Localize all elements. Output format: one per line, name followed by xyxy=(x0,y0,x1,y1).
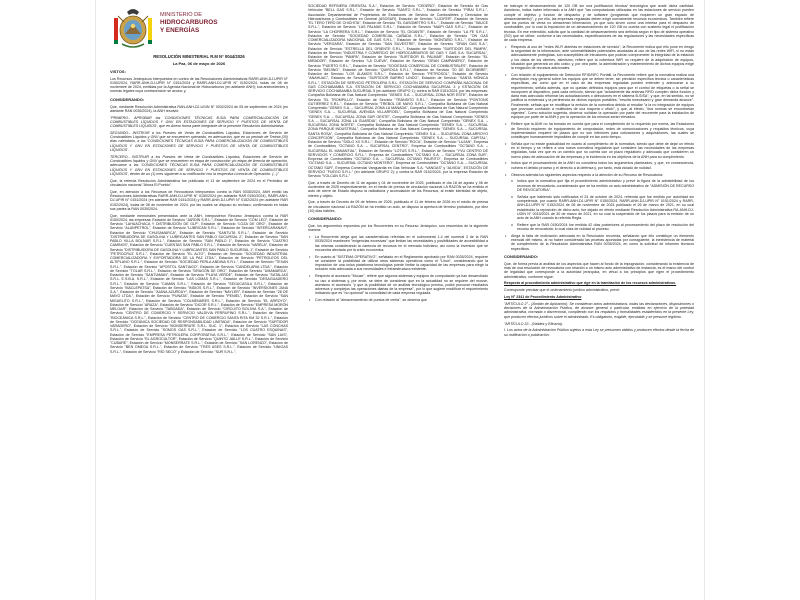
column-2-body xyxy=(308,4,488,302)
section-heading: CONSIDERANDO: xyxy=(110,96,145,102)
column-3-body xyxy=(504,4,694,337)
bullet-item: • En cuanto al "SISTEMA OPERATIVO", señalado en el Reglamento aprobado por RAN 0035/2024, requiere se considere la posibilidad de utilizar otros sistemas operativos como el "Linux", considerando que la imposición de una única plataforma tecnológica puede limitar la capacidad de las empresas para elegir la solución más adecuada a sus necesidades e infraestructura existente. xyxy=(308,255,488,272)
resolution-title: RESOLUCIÓN MINISTERIAL R.M N° 0044/2026 xyxy=(153,54,245,59)
bullet-item: • Señala que no existe gradualidad en cuanto al cumplimiento de la normativa, siendo que debe de dejar un efecto en el tiempo y se refiere a una nueva normativa regulatoria que considere las necesidades de las empresas reguladas, toda vez que es un cambio que no cuenta con un plazo regulatorio y adecuado que consideren un nuevo plazo de adecuación de las empresas y la incidencia en los objetivos de la ANH para su cumplimiento. xyxy=(504,142,694,159)
resolution-date: La Paz, 06 de mayo de 2026 xyxy=(172,60,226,66)
bullet-item: • Indica que el procesamiento de la ANH no considera todos los argumentos planteados, y que, en consecuencia, vulnera el debido proceso y el derecho a la defensa y, por tanto, está viciado de nulidad. xyxy=(504,161,694,170)
section-heading: CONSIDERANDO: xyxy=(308,216,343,222)
ministry-line1: MINISTERIO DE xyxy=(160,12,202,18)
quoted-paragraph: "ARTÍCULO 2°.- (Ámbito de Aplicación). Se consideran actos administrativos, todas las declaraciones, disposiciones o decisiones de la Administración Pública, de alcance general o particular, emitidas en ejercicio de la potestad administrativa, normada o discrecional, cumpliendo con los requisitos y formalidades establecidos en la presente Ley, que producen efectos jurídicos sobre el administrado. Es obligatorio, exigible, ejecutable y se presume legítimo. xyxy=(504,301,694,319)
quoted-paragraph: I. Los actos de la Administración Pública sujetos a esta Ley se presumen válidos y producen efectos desde la fecha de su notificación o publicación. xyxy=(504,328,694,337)
paragraph: Que, mediante memoriales presentados ante la ANH, interpusieron Recurso Jerárquico contra la RAR 0150/2024, las empresas: Estación de Servicio "JARDÍN S.R.L.", Estación de Servicio "COM LEO", Estación de Servicio "LAHUACHACA Y DISTRIBUCIÓN DE GLP", Estación de Servicio "LOZA DE ORO", Estación de Servicio "ALANPETROL", Estación de Servicio "LUBRICAN S.R.L.", Estación de Servicio "INTERCARANAVI", Estación de Servicio "CHUSAMARCA", Estación de Servicio "SANTUTA S.R.L.", Estación de Servicio "DISTRIBUIDORA DE GASOLINA Y LUBRICANTES SAN PABLO SUCURSAL 2", Estación de Servicio "SAN PABLO VILLA BOLIVAR S.R.L.", Estación de Servicio "SAN PABLO 1", Estación de Servicio "CUATRO CAMINOS", Estación de Servicio "CUENTAS SAN PABLO S.R.L.", Estación de Servicio "VARELA", Estación de Servicio "DISTRIBUIDORA DE GASOLINA Y LUBRICANTES SAN PABLO SUCURSAL 1", Estación de Servicio "PETROCRUZ S.R.L.", Estación de Servicio "EL ALTO", Estación de Servicio "SOCIEDAD INDUSTRIAL COMERCIALIZADORA Y EXPORTADORA DE LA PAZ LTDA.", Estación de Servicio "PETROLEOS DEL ALTIPLANO S.R.L.", Estación de Servicio "SOCIEDAD FERLA ANDINA S.R.L.", Estación de Servicio "TEXAN S.R.L.", Estación de Servicio "APOSTOL SANTIAGO", Estación de Servicio "CANDELARIA LTDA.", Estación de Servicio "TOLAR S.R.L.", Estación de Servicio "DRAGÓN DE ORO", Estación de Servicio "UMAMARCA", Estación de Servicio "SANTIAMAN", Estación de Servicio "PLAYA VERDE", Estación de Servicio "SATALJAS S.R.L. E.S.B.A. S.R.L.", Estación de Servicio "LAS LOMAS S.R.L.", Estación de Servicio "DESAGUADERO S.R.L.", Estación de Servicio "CAMAN S.R.L.", Estación de Servicio "SEGUCASILA S.R.L.", Estación de Servicio "MACLEPATSA", Estación de Servicio "INDIOS S.R.L.", Estación de Servicio "INVERSIONES JANA S.A.", Estación de Servicio "JUANA AZURDUY", Estación de Servicio "NAYLER", Estación de Servicio "28 DE MAYO LTDA.", Estación de Servicio "PUNATA", Estación de Servicio "PENIEL", Estación de Servicio "SAN MIGUELITO S.R.L.", Estación de Servicio "COLMENARES S.R.L.", Estación de Servicio "EL ARROYO", Estación de Servicio "ARAZA", Estación de Servicio "DICOR S.R.L.", Estación de Servicio "EMPRESA MORÓN MELGAR", Estación de Servicio "TABOADA", Estación de Servicio "CIRCUITO BOLIVIA S.A.", Estación de Servicio "CENTRO DE COMERCIO Y SERVICIO VALDIVIA FERRUFINO S.R.L.", Estación de Servicio "BIOCEÁNICA S.R.L.", Estación de Servicio "CENTRO DE COMERCIO SANTA RITA KM 32 S.R.L.", Estación de Servicio "OCEÁNICA SOCIEDAD DE RESPONSABILIDAD LIMITADA", Estación de Servicio "SURTIDOR VARADERO", Estación de Servicio "MONSERRATE S.R.L. SUC. 1", Estación de Servicio "LAS CONCHAS S.R.L.", Estación de Servicio "SOMOS GAS S.R.L.", Estación de Servicio "LOS CUATRO ESQUINAS", Estación de Servicio "EMPRESA PETROLERA CORPORATIVA S.R.L.", Estación de Servicio "SAN LUIS", Estación de Servicio "EL AGROCULTOR", Estación de Servicio "QUINTO JAILLE S.R.L.", Estación de Servicio "CUBARE", Estación de Servicio "MONSERRATE S.R.L.", Estación de Servicio "SAN LORENZO", Estación de Servicio "BEN OMEGA S.R.L.", Estación de Servicio "TRES ASES S.R.L.", Estación de Servicio "UNIGAS S.R.L.", Estación de Servicio "RÍO SECO" y Estación de Servicio "SUR S.R.L.", xyxy=(110,213,288,354)
paragraph: Que, los argumentos expuestos por los Recurrentes en su Recurso Jerárquico, son resumidos de la siguiente manera: xyxy=(308,224,488,233)
ministry-name xyxy=(160,12,300,34)
column-2 xyxy=(308,4,488,592)
paragraph: Los Recursos Jerárquicos interpuestos en contra de las Resoluciones Administrativas RARR-ANH-DJ-UPIR N° 0150/2024, RARR-ANH-DJ-UPIR N° 0151/2024 y RARR-ANH-DJ-UPIR N° 0152/2024, todas de 08 de noviembre de 2024, emitidas por la Agencia Nacional de Hidrocarburos (en adelante ANH); sus antecedentes y normas legales cuya contravención se acusa; y, xyxy=(110,76,288,94)
sub-bullet-item: o Refiere que la RAR 0150/2024 fue emitida 42 días posteriores al procesamiento del plazo de resolución del recurso de revocatoria, lo cual vicia de nulidad al proceso. xyxy=(504,223,694,232)
ministry-line3: Y ENERGÍAS xyxy=(160,26,200,34)
column-3 xyxy=(504,4,694,592)
bullet-item: • La Recurrente alega que las características referidas en el subnumeral 1.4 del numeral 3 de la RAN 0035/2024 mantienen "exigencias excesivas" que limitan las necesidades y posibilidades de accesibilidad a las mismas considerando la carencia de recursos en el mercado boliviano, así como la inversión que se encuentra afectada por la crisis económica. xyxy=(308,235,488,252)
bullet-item: • Con relación al "almacenamiento de puntos de venta", se observa que xyxy=(308,298,488,302)
sub-bullet-item: o Señala que habiendo sido notificados el 24 de octubre de 2024, refrenda que fue emitido por autoridad sin competencia, por cuanto RARR-ANH-DJ-UPIR N° 0150/2024, RARR-ANH-DJ-UPIR N° 0151/2024 y RARR-ANH-DJ-UPIR N° 0152/2024 de 08 de noviembre de 2024 publicado el 26 de marzo de 2021, en su cual establecido la reposición de dicho acto, fue dejado en efecto mediante Resolución Administrativa RA-ANH-DJ-UGIN N° 0015/2021 de 30 de marzo de 2021, en su cual la suspensión de los plazos para la emisión de un acto de la ANH cuando la referida Regla. xyxy=(504,195,694,221)
paragraph: Que, mediante Resolución Administrativa RAN-ANH-DJ-UGIN N° 0032/2024 de 05 de septiembre de 2024 (en adelante RAN 0035/2024), la ANH resolvió: xyxy=(110,104,288,113)
bullet-item: • Respecto al uso de "redes Wi-Fi abiertas en estaciones de servicio", la Recurrente indica que ello pone en riesgo la seguridad de la información, ante vulnerabilidades potenciales asociadas al uso de las redes WiFi, si no están adecuadamente protegidas, son susceptibles de intrusiones que podrían comprometer la integridad de la estación y los datos de los clientes, asimismo, refiere que la cobertura WiFi no requiere de la adquisición de equipos, situación que generará un alto costo; y, por otra parte, la administración y mantenimiento de dichos equipos exige la erogación de recursos adicionales. xyxy=(504,45,694,71)
paragraph: Que, a través de Decreto de 11 de agosto y 04 de noviembre de 2025, publicado el día 18 de agosto y 06 de noviembre de 2025 respectivamente, en el medio de prensa de circulación nacional LA RAZÓN se ha emitido el auto de cierre de Estado dispuso la radicatoria y acumulación de los Recursos, al existir identidad de objeto, interés y objeto. xyxy=(308,180,488,198)
bullet-item: • Respecto al accesorio "Mouse", refiere que algunos sistemas y equipos de computación ya han desarrollado su uso a sistemas y, por ende, se debe de considerar que en la actualidad no se requiere del mouse, asimismo el accesorio "y que la posibilidad de un análisis tecnológico preciso, podrá provocar resultados adversos y complejos las operaciones diarias de la empresa", por lo que sugiere modificar el requerimiento indicando que es "no opcional" la comodidad de cada empresa regulada. xyxy=(308,274,488,295)
bullet-item: • Refiere que la ANH no ha tomado en cuenta que para el cumplimiento de lo requerido por norma, las Estaciones de Servicio requieren de equipamiento de computación, redes de comunicaciones y requisitos técnicos, cuya implementación requiere de plazos que no son inferiores para cotizaciones y adquisiciones, las cuales se constituyen humanamente imposibles de cumplir en tan corto tiempo. xyxy=(504,122,694,139)
paragraph: se instruya el almacenamiento de 120 GB sin una justificación técnica/ tecnológica que avale dicha cantidad. Asimismo, indica haber informado a la ANH que "las computadoras utilizadas en las estaciones de servicio pueden cumplir el objetivo y función de despacho y de software (programas que requieren un gran espacio de almacenamiento)", y por ello, las empresas reguladas deben exigir nuevamente recursos económicos. También refiere que los puntos de venta no almacenan información, ya que solo sirven como una interfaz para el despacho de combustible, por lo cual la imposición de un almacenamiento de 120 GB no cuenta con sustento legal ni justificación técnica. En ese entendido, solicita que la cantidad de almacenamiento sea definida según el tipo de sistema operativo (SO) que se utilice, conforme a las necesidades, especificaciones de las regulaciones y las necesidades específicas de cada empresa. xyxy=(504,4,694,42)
paragraph: SOCIEDAD REFINERA ORIENTAL S.A.", Estación de Servicio "CEDEÑO", Estación de Servicio de Gas Vehicular "BELL GAS S.R.L.", Estación de Servicio "SANTO S.R.L.", Estación de Servicio "PIRAI S.R.L.", Asociación Departamental de Propietarios de Estaciones de Servicio de Combustibles y Derivados de Hidrocarburos y Combustibles en General (ASOSUR), Estación de Servicio "LUCIFER", Estación de Servicio "EL TERO TERO DE CHICHITA", Estación de Servicio "EL GASOMETRO S.R.L.", Estación de Servicio "SAUCE S.R.L.", Estación de Servicio "LAS PALMAS S.R.L.", Estación de Servicio "MAIPI GAS S.R.L.", Estación de Servicio "LA CHORRERA S.R.L.", Estación de Servicio "EL GIGANTE", Estación de Servicio "LA FE S.R.L.", Estación de Servicio "SOCIEDAD COMERCIAL CAÑADA S.R.L.", Estación de Servicio "ON GAS COMERCIALIZADORA NACIONAL DE GAS S.R.L.", Estación de Servicio "MONTAÑO S.R.L.", Estación de Servicio "VERGARA", Estación de Servicio "SAN SILVESTRE", Estación de Servicio "GRAN GAS S.A.", Estación de Servicio "ESTRELLA DEL ORIENTE S.R.L.", Estación de Servicio "SURTIDOR DEL PAMPA", Estación de Servicio "INDUSTRIA Y COMERCIO DE HIDROCARBUROS DE GAS Y GAS S.A. SUCURSAL", Estación de Servicio "PAMPA", Estación de Servicio "SURTIDOR EL PALMAR", Estación de Servicio "EL MIRADOR", Estación de Servicio "LA CUEVA", Estación de Servicio "GRAN CAMPANERO", Estación de Servicio "PUERTO S.R.L.", Estación de Servicio "SOCIEDAD COMERCIAL DE COMBUSTIBLES", Estación de Servicio "BEIJING", Estación de Servicio "QUIROGA S.R.L.", Estación de Servicio "20 DE DICIEMBRE", Estación de Servicio "LOS ÁLAMOS S.R.L.", Estación de Servicio "PETROSOL", Estación de Servicio "ANAHUAC", Estación de Servicio "SURTIDOR BARRIO LINDO", Estación de Servicio "SANTA MÓNICA S.R.L.", ESTACIÓN DE SERVICIO PETROLERA S.R.L. ESTACIÓN DE SERVICIO COMPAÑÍA NACIONAL DE GAS COCHABAMBA S.A. ESTACIÓN DE SERVICIO COCHABAMBA SUCURSAL 3 y ESTACIÓN DE SERVICIO COCHABAMBA SUCURSAL 5 (en adelante GRUPO 1); contra la RAR 0151/2024, por las empresas: Compañía Boliviana de Gas Natural Comprimido "GENEX S.A. – SUCURSAL ZONA NOR ESTE", Estación de Servicio "EL TROMPILLO", Estación de Servicio "TRÁNSITO S.R.L.", Estación de Servicio "PONTONS GUTIÉRREZ S.R.L.", Estación de Servicio "TREBOL DE MAYO S.R.L.", Compañía Boliviana de Gas Natural Comprimido "GENEX S.A. – SUCURSAL ZONA LA MANADA", Compañía Boliviana de Gas Natural Comprimido "GENEX S.A. – SUCURSAL AVENIDA VILLARROEL", Compañía Boliviana de Gas Natural Comprimido "GENEX S.A. – SUCURSAL ZONA SUR OESTE", Compañía Boliviana de Gas Natural Comprimido "GENEX S.A. – SUCURSAL ZONA LA GUARDIA", Compañía Boliviana de Gas Natural Comprimido "GENEX S.A. – SUCURSAL ZONA NORTE", Compañía Boliviana de Gas Natural Comprimido "GENEX S.A. – SUCURSAL ZONA PARQUE INDUSTRIAL", Compañía Boliviana de Gas Natural Comprimido "GENEX S.A. – SUCURSAL SANTA ROSA", Compañía Boliviana de Gas Natural Comprimido "GENEX S.A. – SUCURSAL ZONA ARROYO CONCEPCIÓN", Compañía Boliviana de Gas Natural Comprimido "GENEX S.A. – SUCURSAL CAPITAL", Estación de Servicio "SIGLO XX S.R.L.", Estación de Servicio "ROCA", Estación de Servicio "LUJAN", Empresa de Combustibles "OCTANO S.A. – SUCURSAL CENTRO", Empresa de Combustibles "OCTANO S.A. – SUCURSAL EL MANANTIAL", Estación de Servicio "LOTUS S.R.L.", Estación de Servicio "YVU CENTRO DE SERVICIOS Y COMERCIO S.R.L.", Empresa de Combustibles "OCTANO S.A. – SUCURSAL ZONA SUR", Empresa de Combustibles "OCTANO S.A. – SUCURSAL OCTANO PAURITO", Empresa de Combustibles "OCTANO S.A. – SUCURSAL OCTANO MONTERO", Empresa de Combustibles "OCTANO S.A. – SUCURSAL OCTANO SUR", Empresa Comercial Vanguardia en Gas Vehicular S.A. "VANGAS" y "ALVIDA", ESTACIÓN DE SERVICIO "FUEGO S.R.L." (en adelante GRUPO 2); y contra la RAR 0152/2024, por la empresa Estación de Servicio "VOLCAN S.R.L." xyxy=(308,4,488,178)
ministry-line2: HIDROCARBUROS xyxy=(160,19,218,27)
section-heading: VISTOS: xyxy=(110,68,126,74)
paragraph: Corresponde precisar que el ordenamiento jurídico administrativo, prevé: xyxy=(504,288,621,293)
letterhead xyxy=(106,4,296,52)
document-page xyxy=(95,0,705,600)
subheading: Respecto al procedimiento administrativo que rige en la tramitación de los recursos administrativos. xyxy=(504,281,677,286)
paragraph: Que, en atención a los Recursos de Revocatoria interpuestos contra la RAN 0035/2024, ANH emitió las Resoluciones Administrativas RARR-ANH-DJ-UPIR N° 0150/2024 (en adelante RAR 0150/2024), RARR-ANH-DJ-UPIR N° 0151/2024 (en adelante RAR 0151/2024) y RARR-ANH-DJ-UPIR N° 0152/2024 (en adelante RAR 0152/2024), todas de 08 de noviembre de 2024, por las cuales se dispuso su rechazo, confirmando en todas sus partes la RAN 0035/2024. xyxy=(110,189,288,211)
paragraph: Que, a través de Decreto de 09 de febrero de 2026, publicado el 11 de febrero de 2026 en el medio de prensa de circulación nacional LA RAZÓN se ha emitido un auto, se dispuso la apertura de término probatorio, por diez (10) días hábiles. xyxy=(308,200,488,213)
coat-of-arms-icon xyxy=(110,6,156,50)
bullet-item: • Con relación al equipamiento de Detección RFID/NFC Portátil, la Recurrente refiere que la normativa realiza una descripción muy general sobre los equipos que se deben tener, sin precisión específica técnica o características específicas, así como que en el caso de las empresas reguladas pueden entender y adecuarse a su requerimiento; señala además, que no quedan definidos equipos para que el control de etiquetas o la señal se incorporen al dispositivo, para cada vehículo, siendo que "actualmente las antenas RFID cumplen dicha función y darla más adecuado reformar las actualizaciones o direcciones en el sistema B-SISA", y que, en tal sentido, no se justifica la existencia y la pertinencia de dichos equipos portátiles; "resulta innecesario y gran demanda alcance". Finalmente, señala que se modifique la emisión de la normativa debido al resultar "a la no integración de equipos que provocan confusión a multitudes de una mayoría o oficio", y que, al efecto, "dos normas se encontrarían vigentes". Como solución sugerida, observa: solicitan la operación por parte del recurrente para la instalación de equipos por parte de la ANH y por la operación de los mismos serán elevados. xyxy=(504,73,694,120)
quoted-paragraph: TERCERO.- INSTRUIR a los Puestos de Venta de Combustibles Líquidos, Estaciones de Servicio de Combustibles líquidos y GNV que se encuentren en etapa de construcción y/o etapa de licencia de operación, adecuarse a las 'CONDICIONES TÉCNICAS B-SIA PARA COMERCIALIZACIÓN DE COMBUSTIBLES LÍQUIDOS Y GNV EN ESTACIONES DE SERVICIO Y PUESTOS DE VENTA DE COMBUSTIBLES LÍQUIDOS', dentro de un (1) mes siguiente a su notificación con la respectiva Licencia de Operación. (...)" xyxy=(110,154,288,176)
column-1-body xyxy=(110,70,288,354)
quoted-paragraph: "ARTÍCULO 32.- (Validez y Eficacia). xyxy=(504,321,563,326)
sub-bullet-item: o Indica que la normativa que fija el procedimiento administrativo y prevé la figura de la admisibilidad de los recursos de revocatoria, considerando que se ha emitido un acto administrativo de "ADMISIÓN DE RECURSO DE REVOCATORIA". xyxy=(504,179,694,192)
subheading: Ley N° 2341 de Procedimiento Administrativo xyxy=(504,295,582,300)
bullet-item: • Alega la falta de motivación adecuada en la Resolución recurrida, señalando que ello constituye un elemento esencial del mismo, al no haber considerado las pruebas aportadas por consiguiente, la inexistencia de material de cumplimiento de la Resolución Administrativa RAN 0035/2024, en como la solicitud de informes técnicos específicos. xyxy=(504,234,694,251)
quoted-paragraph: SEGUNDO.- INSTRUIR a los Puestos de Venta de Combustibles Líquidos, Estaciones de Servicio de Combustibles Líquidos y GNV que se encuentren operando, en adecuación, que en un periodo de Treinta (30) días calendario, a las 'CONDICIONES TÉCNICAS B-SIA PARA COMERCIALIZACIÓN DE COMBUSTIBLES LÍQUIDOS Y GNV EN ESTACIONES DE SERVICIO Y PUESTOS DE VENTA DE COMBUSTIBLES LÍQUIDOS'. xyxy=(110,130,288,152)
paragraph: Que, la referida Resolución Administrativa fue publicada el 13 de septiembre de 2024 en el Periódico de circulación nacional "Ahora El Pueblo". xyxy=(110,178,288,187)
bullet-item: • Observa además los siguientes aspectos respecto a la atención de su Recurso de Revocatoria: xyxy=(504,173,694,177)
column-1 xyxy=(110,52,288,592)
section-heading: CONSIDERANDO: xyxy=(504,253,539,259)
paragraph: Que, de forma previa al análisis de los aspectos que hacen al fondo de la impugnación, considerando la existencia de más de una resolución de revocatoria con relación a un mismo acto administrativo de instancia, es el marco del control de legalidad que corresponde a la autoridad jerárquica, en virtud a los principios que rigen el procedimiento administrativo, conforme sigue: xyxy=(504,261,694,279)
quoted-paragraph: "PRIMERO.- APROBAR las 'CONDICIONES TÉCNICAS B-SIA PARA COMERCIALIZACIÓN DE COMBUSTIBLES LÍQUIDOS Y GNV EN ESTACIONES DE SERVICIO Y PUESTOS DE VENTA DE COMBUSTIBLES LÍQUIDOS', que en Anexo forma parte integrante de la presente Resolución Administrativa. xyxy=(110,115,288,129)
